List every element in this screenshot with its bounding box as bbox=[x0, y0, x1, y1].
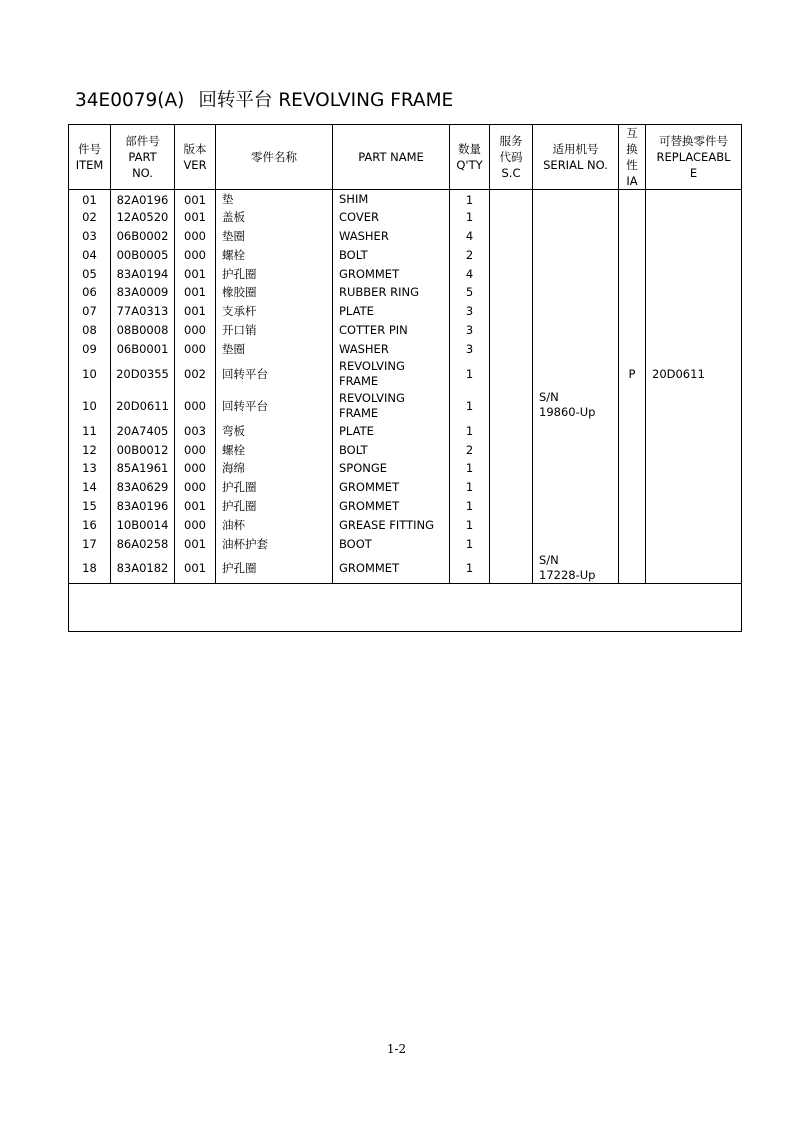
table-row bbox=[69, 390, 742, 422]
row-part-no: 00B0005 bbox=[111, 246, 175, 265]
row-name-cn: 支承杆 bbox=[216, 302, 333, 321]
table-row bbox=[69, 441, 742, 460]
table-row bbox=[69, 340, 742, 359]
row-replace bbox=[646, 422, 742, 441]
row-replace bbox=[646, 283, 742, 302]
row-serial bbox=[533, 422, 619, 441]
row-part-no: 06B0001 bbox=[111, 340, 175, 359]
header-item: 件号 ITEM bbox=[69, 125, 111, 190]
row-ia bbox=[619, 208, 646, 227]
row-item: 18 bbox=[69, 553, 111, 584]
row-qty: 4 bbox=[450, 265, 490, 284]
row-ver: 002 bbox=[175, 359, 216, 391]
row-ia bbox=[619, 516, 646, 535]
row-qty: 5 bbox=[450, 283, 490, 302]
row-sc bbox=[490, 340, 533, 359]
row-serial bbox=[533, 246, 619, 265]
row-replace bbox=[646, 321, 742, 340]
row-qty: 1 bbox=[450, 359, 490, 391]
header-name-cn: 零件名称 bbox=[216, 125, 333, 190]
row-part-no: 06B0002 bbox=[111, 227, 175, 246]
blank-row bbox=[69, 584, 742, 632]
row-name-cn: 护孔圈 bbox=[216, 553, 333, 584]
row-name-en: BOLT bbox=[333, 246, 450, 265]
row-ia: P bbox=[619, 359, 646, 391]
row-sc bbox=[490, 302, 533, 321]
row-qty: 1 bbox=[450, 478, 490, 497]
row-replace bbox=[646, 265, 742, 284]
header-ia: 互 换 性 IA bbox=[619, 125, 646, 190]
row-name-cn: 螺栓 bbox=[216, 246, 333, 265]
row-name-cn: 盖板 bbox=[216, 208, 333, 227]
row-ver: 001 bbox=[175, 208, 216, 227]
row-serial bbox=[533, 283, 619, 302]
row-item: 11 bbox=[69, 422, 111, 441]
row-replace bbox=[646, 227, 742, 246]
row-sc bbox=[490, 516, 533, 535]
row-serial bbox=[533, 516, 619, 535]
row-sc bbox=[490, 553, 533, 584]
row-part-no: 20D0355 bbox=[111, 359, 175, 391]
row-replace bbox=[646, 535, 742, 554]
row-serial bbox=[533, 340, 619, 359]
row-sc bbox=[490, 459, 533, 478]
row-name-cn: 垫 bbox=[216, 190, 333, 209]
row-name-en: PLATE bbox=[333, 422, 450, 441]
row-sc bbox=[490, 359, 533, 391]
row-part-no: 20A7405 bbox=[111, 422, 175, 441]
row-name-cn: 护孔圈 bbox=[216, 497, 333, 516]
row-item: 10 bbox=[69, 359, 111, 391]
row-part-no: 00B0012 bbox=[111, 441, 175, 460]
row-name-cn: 弯板 bbox=[216, 422, 333, 441]
table-row bbox=[69, 359, 742, 391]
row-qty: 1 bbox=[450, 516, 490, 535]
row-serial bbox=[533, 302, 619, 321]
row-serial bbox=[533, 359, 619, 391]
row-ver: 000 bbox=[175, 246, 216, 265]
row-sc bbox=[490, 478, 533, 497]
table-row bbox=[69, 227, 742, 246]
row-part-no: 83A0194 bbox=[111, 265, 175, 284]
row-ver: 000 bbox=[175, 516, 216, 535]
row-name-cn: 垫圈 bbox=[216, 227, 333, 246]
row-ver: 000 bbox=[175, 321, 216, 340]
row-ver: 001 bbox=[175, 535, 216, 554]
row-qty: 1 bbox=[450, 535, 490, 554]
row-name-cn: 油杯护套 bbox=[216, 535, 333, 554]
row-item: 06 bbox=[69, 283, 111, 302]
title-english: REVOLVING FRAME bbox=[278, 90, 454, 111]
header-qty: 数量 Q'TY bbox=[450, 125, 490, 190]
row-ia bbox=[619, 497, 646, 516]
row-ver: 001 bbox=[175, 302, 216, 321]
table-header-row bbox=[69, 125, 742, 190]
row-item: 07 bbox=[69, 302, 111, 321]
row-part-no: 85A1961 bbox=[111, 459, 175, 478]
row-name-en: COVER bbox=[333, 208, 450, 227]
row-qty: 4 bbox=[450, 227, 490, 246]
row-name-en: SHIM bbox=[333, 190, 450, 209]
table-row bbox=[69, 302, 742, 321]
row-name-en: PLATE bbox=[333, 302, 450, 321]
row-item: 03 bbox=[69, 227, 111, 246]
row-name-en: REVOLVING FRAME bbox=[333, 359, 450, 391]
row-ia bbox=[619, 441, 646, 460]
row-name-en: WASHER bbox=[333, 227, 450, 246]
title-chinese: 回转平台 bbox=[198, 90, 273, 111]
row-item: 12 bbox=[69, 441, 111, 460]
row-sc bbox=[490, 497, 533, 516]
row-serial: S/N 17228-Up bbox=[533, 553, 619, 584]
row-name-en: GROMMET bbox=[333, 553, 450, 584]
row-replace bbox=[646, 246, 742, 265]
parts-table bbox=[68, 124, 742, 632]
row-name-cn: 护孔圈 bbox=[216, 478, 333, 497]
row-ver: 000 bbox=[175, 227, 216, 246]
table-row bbox=[69, 553, 742, 584]
header-sc: 服务 代码 S.C bbox=[490, 125, 533, 190]
row-ia bbox=[619, 321, 646, 340]
row-replace: 20D0611 bbox=[646, 359, 742, 391]
row-part-no: 83A0629 bbox=[111, 478, 175, 497]
row-part-no: 08B0008 bbox=[111, 321, 175, 340]
blank-cell bbox=[69, 584, 742, 632]
row-name-en: GREASE FITTING bbox=[333, 516, 450, 535]
row-name-cn: 护孔圈 bbox=[216, 265, 333, 284]
row-ia bbox=[619, 535, 646, 554]
row-part-no: 83A0182 bbox=[111, 553, 175, 584]
row-ia bbox=[619, 459, 646, 478]
row-serial bbox=[533, 535, 619, 554]
row-qty: 3 bbox=[450, 302, 490, 321]
row-name-cn: 油杯 bbox=[216, 516, 333, 535]
row-qty: 1 bbox=[450, 208, 490, 227]
table-row bbox=[69, 516, 742, 535]
row-serial bbox=[533, 190, 619, 209]
row-sc bbox=[490, 390, 533, 422]
row-name-en: BOLT bbox=[333, 441, 450, 460]
row-ver: 000 bbox=[175, 390, 216, 422]
row-sc bbox=[490, 265, 533, 284]
row-replace bbox=[646, 553, 742, 584]
row-name-en: BOOT bbox=[333, 535, 450, 554]
row-name-cn: 螺栓 bbox=[216, 441, 333, 460]
row-item: 08 bbox=[69, 321, 111, 340]
table-row bbox=[69, 190, 742, 209]
table-row bbox=[69, 497, 742, 516]
table-row bbox=[69, 422, 742, 441]
page-title bbox=[75, 86, 453, 112]
row-part-no: 83A0196 bbox=[111, 497, 175, 516]
row-serial bbox=[533, 265, 619, 284]
row-ia bbox=[619, 553, 646, 584]
row-sc bbox=[490, 283, 533, 302]
row-qty: 1 bbox=[450, 390, 490, 422]
row-name-cn: 回转平台 bbox=[216, 359, 333, 391]
table-row bbox=[69, 321, 742, 340]
row-item: 01 bbox=[69, 190, 111, 209]
row-serial bbox=[533, 459, 619, 478]
row-part-no: 12A0520 bbox=[111, 208, 175, 227]
table-row bbox=[69, 283, 742, 302]
header-serial: 适用机号 SERIAL NO. bbox=[533, 125, 619, 190]
row-replace bbox=[646, 516, 742, 535]
row-ia bbox=[619, 190, 646, 209]
row-ia bbox=[619, 340, 646, 359]
row-part-no: 83A0009 bbox=[111, 283, 175, 302]
row-qty: 2 bbox=[450, 246, 490, 265]
row-item: 05 bbox=[69, 265, 111, 284]
row-sc bbox=[490, 190, 533, 209]
row-qty: 1 bbox=[450, 422, 490, 441]
header-part-no: 部件号 PART NO. bbox=[111, 125, 175, 190]
row-serial bbox=[533, 497, 619, 516]
row-ver: 001 bbox=[175, 283, 216, 302]
row-qty: 1 bbox=[450, 459, 490, 478]
row-sc bbox=[490, 535, 533, 554]
row-item: 17 bbox=[69, 535, 111, 554]
row-part-no: 20D0611 bbox=[111, 390, 175, 422]
row-replace bbox=[646, 302, 742, 321]
row-ver: 003 bbox=[175, 422, 216, 441]
table-row bbox=[69, 265, 742, 284]
row-serial bbox=[533, 478, 619, 497]
row-sc bbox=[490, 246, 533, 265]
row-sc bbox=[490, 422, 533, 441]
row-name-en: RUBBER RING bbox=[333, 283, 450, 302]
row-ia bbox=[619, 478, 646, 497]
row-part-no: 86A0258 bbox=[111, 535, 175, 554]
row-qty: 1 bbox=[450, 553, 490, 584]
row-sc bbox=[490, 227, 533, 246]
row-name-en: COTTER PIN bbox=[333, 321, 450, 340]
row-name-en: GROMMET bbox=[333, 478, 450, 497]
table-row bbox=[69, 246, 742, 265]
row-replace bbox=[646, 390, 742, 422]
row-part-no: 82A0196 bbox=[111, 190, 175, 209]
row-item: 02 bbox=[69, 208, 111, 227]
row-name-en: GROMMET bbox=[333, 265, 450, 284]
row-ver: 001 bbox=[175, 190, 216, 209]
row-replace bbox=[646, 208, 742, 227]
row-item: 15 bbox=[69, 497, 111, 516]
row-qty: 3 bbox=[450, 321, 490, 340]
row-name-cn: 垫圈 bbox=[216, 340, 333, 359]
table-row bbox=[69, 208, 742, 227]
row-item: 09 bbox=[69, 340, 111, 359]
row-replace bbox=[646, 497, 742, 516]
page-number: 1-2 bbox=[386, 1042, 407, 1056]
row-item: 10 bbox=[69, 390, 111, 422]
header-replace: 可替换零件号 REPLACEABL E bbox=[646, 125, 742, 190]
row-replace bbox=[646, 340, 742, 359]
row-item: 14 bbox=[69, 478, 111, 497]
row-sc bbox=[490, 441, 533, 460]
row-part-no: 10B0014 bbox=[111, 516, 175, 535]
row-part-no: 77A0313 bbox=[111, 302, 175, 321]
table-row bbox=[69, 535, 742, 554]
row-qty: 1 bbox=[450, 190, 490, 209]
row-ia bbox=[619, 302, 646, 321]
row-item: 13 bbox=[69, 459, 111, 478]
row-item: 16 bbox=[69, 516, 111, 535]
row-sc bbox=[490, 208, 533, 227]
row-name-cn: 海绵 bbox=[216, 459, 333, 478]
row-ver: 000 bbox=[175, 478, 216, 497]
row-serial: S/N 19860-Up bbox=[533, 390, 619, 422]
row-name-cn: 开口销 bbox=[216, 321, 333, 340]
row-name-en: WASHER bbox=[333, 340, 450, 359]
row-ver: 001 bbox=[175, 553, 216, 584]
row-serial bbox=[533, 208, 619, 227]
header-name-en: PART NAME bbox=[333, 125, 450, 190]
row-ia bbox=[619, 227, 646, 246]
row-name-en: GROMMET bbox=[333, 497, 450, 516]
table-row bbox=[69, 459, 742, 478]
row-ver: 001 bbox=[175, 497, 216, 516]
header-ver: 版本 VER bbox=[175, 125, 216, 190]
row-ver: 000 bbox=[175, 340, 216, 359]
row-ver: 001 bbox=[175, 265, 216, 284]
row-qty: 2 bbox=[450, 441, 490, 460]
row-name-en: REVOLVING FRAME bbox=[333, 390, 450, 422]
row-replace bbox=[646, 459, 742, 478]
row-ver: 000 bbox=[175, 441, 216, 460]
row-serial bbox=[533, 227, 619, 246]
row-qty: 1 bbox=[450, 497, 490, 516]
row-name-cn: 橡胶圈 bbox=[216, 283, 333, 302]
row-ia bbox=[619, 422, 646, 441]
row-item: 04 bbox=[69, 246, 111, 265]
row-ia bbox=[619, 283, 646, 302]
row-name-en: SPONGE bbox=[333, 459, 450, 478]
row-serial bbox=[533, 441, 619, 460]
row-qty: 3 bbox=[450, 340, 490, 359]
row-ia bbox=[619, 246, 646, 265]
row-name-cn: 回转平台 bbox=[216, 390, 333, 422]
row-serial bbox=[533, 321, 619, 340]
row-sc bbox=[490, 321, 533, 340]
row-replace bbox=[646, 441, 742, 460]
row-ia bbox=[619, 390, 646, 422]
row-ver: 000 bbox=[175, 459, 216, 478]
row-ia bbox=[619, 265, 646, 284]
title-code: 34E0079(A) bbox=[75, 90, 185, 111]
row-replace bbox=[646, 478, 742, 497]
table-row bbox=[69, 478, 742, 497]
row-replace bbox=[646, 190, 742, 209]
